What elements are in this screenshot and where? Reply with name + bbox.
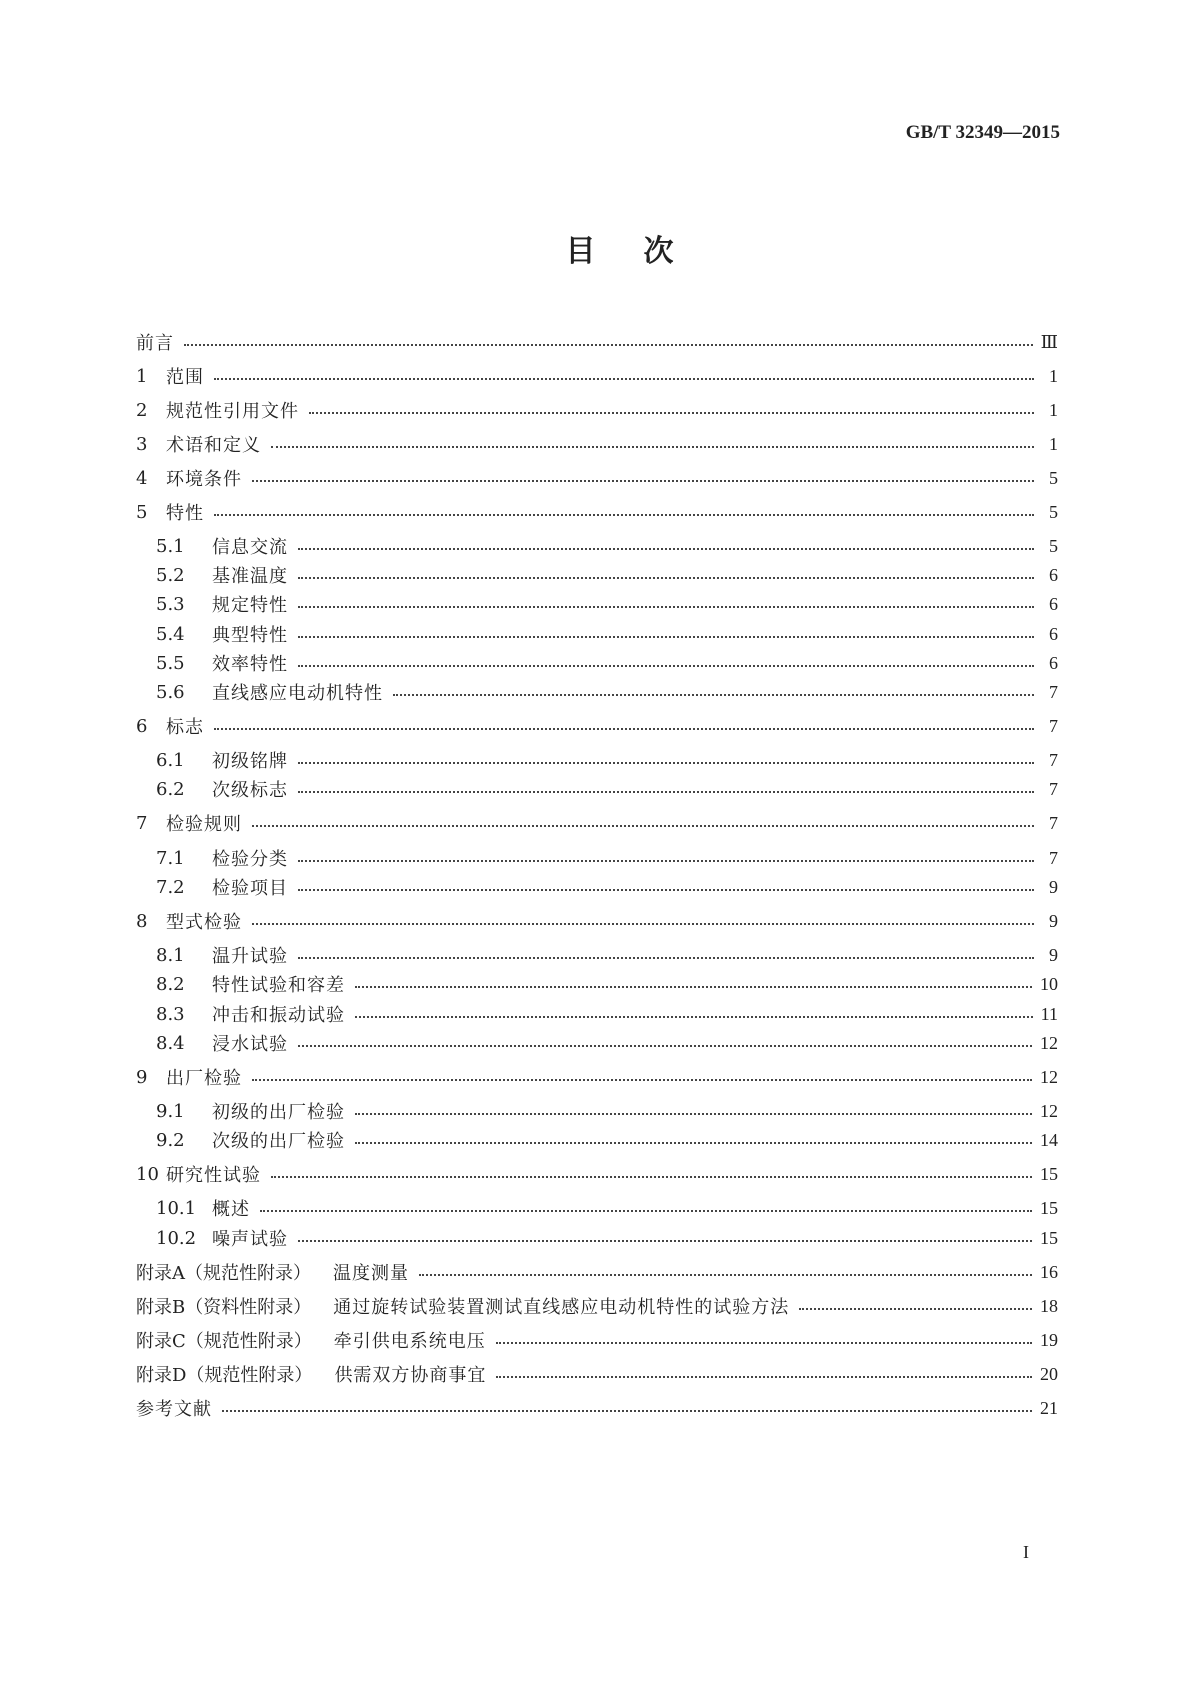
toc-entry-page: 7	[1049, 812, 1058, 833]
toc-leader-dots	[355, 1113, 1032, 1115]
toc-entry-page: 5	[1049, 535, 1058, 556]
toc-entry[interactable]	[156, 1193, 1058, 1223]
toc-entry-label: 温升试验	[212, 946, 288, 967]
toc-leader-dots	[252, 480, 1034, 482]
toc-entry-page: 12	[1040, 1100, 1058, 1121]
toc-entry-number: 8.4	[156, 1032, 185, 1054]
toc-entry[interactable]	[136, 361, 1058, 391]
toc-entry-page: 15	[1040, 1227, 1058, 1248]
toc-entry-page: 19	[1040, 1329, 1058, 1350]
toc-entry-label: 浸水试验	[212, 1034, 288, 1055]
toc-entry-label: 初级铭牌	[212, 751, 288, 772]
toc-leader-dots	[298, 606, 1034, 608]
toc-entry-number: 9	[136, 1066, 148, 1088]
toc-entry-page: 7	[1049, 847, 1058, 868]
toc-leader-dots	[298, 1240, 1032, 1242]
toc-entry-label: 典型特性	[212, 625, 288, 646]
toc-leader-dots	[298, 791, 1034, 793]
toc-entry[interactable]	[156, 745, 1058, 775]
toc-leader-dots	[496, 1376, 1032, 1378]
toc-entry[interactable]	[156, 560, 1058, 590]
page-title: 目次	[565, 234, 722, 269]
toc-entry-page: 1	[1049, 433, 1058, 454]
toc-leader-dots	[252, 923, 1034, 925]
toc-entry[interactable]	[156, 872, 1058, 902]
toc-entry[interactable]	[136, 1062, 1058, 1092]
toc-entry-number: 8.3	[156, 1003, 185, 1025]
toc-entry[interactable]	[136, 1359, 1058, 1389]
toc-entry-label: 牵引供电系统电压	[333, 1331, 486, 1352]
toc-entry-number: 5	[136, 501, 148, 523]
toc-entry-page: 7	[1049, 715, 1058, 736]
toc-leader-dots	[496, 1342, 1032, 1344]
toc-leader-dots	[393, 694, 1034, 696]
toc-entry[interactable]	[156, 843, 1058, 873]
toc-entry[interactable]	[156, 969, 1058, 999]
toc-entry-page: 5	[1049, 501, 1058, 522]
toc-entry[interactable]	[136, 1325, 1058, 1355]
toc-entry-label: 效率特性	[212, 654, 288, 675]
toc-leader-dots	[214, 728, 1034, 730]
toc-entry[interactable]	[156, 619, 1058, 649]
toc-entry[interactable]	[136, 711, 1058, 741]
toc-leader-dots	[799, 1308, 1032, 1310]
standard-code: GB/T 32349—2015	[905, 122, 1060, 143]
toc-entry-label: 次级标志	[212, 780, 288, 801]
toc-entry-page: 12	[1040, 1032, 1058, 1053]
toc-entry-page: 7	[1049, 778, 1058, 799]
toc-entry-number: 7.2	[156, 876, 185, 898]
toc-entry-label: 参考文献	[136, 1399, 212, 1420]
toc-entry-label: 范围	[166, 367, 204, 388]
toc-entry-number: 附录B（资料性附录）	[136, 1297, 312, 1318]
toc-entry-number: 3	[136, 433, 148, 455]
toc-entry-number: 7	[136, 812, 148, 834]
toc-entry[interactable]	[156, 1223, 1058, 1253]
toc-entry-number: 8	[136, 910, 148, 932]
toc-entry-page: 15	[1040, 1163, 1058, 1184]
toc-entry[interactable]	[156, 774, 1058, 804]
toc-entry[interactable]	[136, 808, 1058, 838]
toc-entry[interactable]	[156, 589, 1058, 619]
toc-entry-label: 初级的出厂检验	[212, 1102, 345, 1123]
toc-entry-number: 1	[136, 365, 148, 387]
toc-entry-number: 5.5	[156, 652, 185, 674]
toc-entry[interactable]	[136, 1393, 1058, 1423]
toc-entry-label: 供需双方协商事宜	[334, 1365, 487, 1386]
toc-leader-dots	[419, 1274, 1032, 1276]
toc-entry[interactable]	[156, 648, 1058, 678]
toc-leader-dots	[355, 1016, 1033, 1018]
toc-entry-number: 附录D（规范性附录）	[136, 1365, 313, 1386]
toc-entry-page: 9	[1049, 876, 1058, 897]
toc-entry-label: 基准温度	[212, 566, 288, 587]
toc-entry-page: 5	[1049, 467, 1058, 488]
toc-entry[interactable]	[136, 1257, 1058, 1287]
toc-entry-page: Ⅲ	[1040, 331, 1058, 352]
toc-entry-number: 6	[136, 715, 148, 737]
toc-entry-page: 11	[1040, 1003, 1058, 1024]
toc-entry-number: 5.6	[156, 681, 185, 703]
toc-entry-page: 6	[1049, 593, 1058, 614]
toc-entry-page: 18	[1040, 1295, 1058, 1316]
toc-entry-number: 4	[136, 467, 148, 489]
toc-entry-number: 10.1	[156, 1197, 197, 1219]
toc-entry[interactable]	[136, 906, 1058, 936]
toc-entry-label: 信息交流	[212, 537, 288, 558]
toc-entry-label: 特性	[166, 503, 204, 524]
toc-entry-number: 10	[136, 1163, 159, 1185]
toc-entry-number: 9.2	[156, 1129, 185, 1151]
toc-entry[interactable]	[136, 395, 1058, 425]
toc-entry-page: 20	[1040, 1363, 1058, 1384]
toc-entry[interactable]	[136, 497, 1058, 527]
toc-entry-label: 前言	[136, 333, 174, 354]
toc-leader-dots	[298, 762, 1034, 764]
toc-leader-dots	[298, 636, 1034, 638]
toc-entry-label: 温度测量	[333, 1263, 409, 1284]
toc-entry-label: 噪声试验	[212, 1229, 288, 1250]
toc-leader-dots	[298, 1045, 1032, 1047]
toc-entry-label: 研究性试验	[166, 1165, 261, 1186]
toc-leader-dots	[222, 1410, 1032, 1412]
toc-entry-label: 检验分类	[212, 849, 288, 870]
toc-entry-page: 9	[1049, 910, 1058, 931]
toc-entry-page: 10	[1040, 973, 1058, 994]
toc-leader-dots	[355, 1142, 1032, 1144]
toc-entry[interactable]	[156, 677, 1058, 707]
toc-entry-label: 概述	[212, 1199, 250, 1220]
toc-entry[interactable]	[136, 1291, 1058, 1321]
toc-entry-number: 6.1	[156, 749, 185, 771]
toc-entry-label: 次级的出厂检验	[212, 1131, 345, 1152]
toc-entry[interactable]	[156, 1125, 1058, 1155]
toc-leader-dots	[298, 860, 1034, 862]
toc-leader-dots	[298, 889, 1034, 891]
toc-entry-number: 5.3	[156, 593, 185, 615]
toc-entry-label: 检验规则	[166, 814, 242, 835]
toc-leader-dots	[252, 825, 1034, 827]
toc-leader-dots	[298, 548, 1034, 550]
toc-entry-number: 8.1	[156, 944, 185, 966]
toc-entry[interactable]	[136, 327, 1058, 357]
toc-entry-number: 5.4	[156, 623, 185, 645]
toc-leader-dots	[309, 412, 1034, 414]
toc-leader-dots	[271, 446, 1034, 448]
toc-entry-label: 检验项目	[212, 878, 288, 899]
toc-entry-label: 规范性引用文件	[166, 401, 299, 422]
toc-entry-number: 附录C（规范性附录）	[136, 1331, 312, 1352]
toc-entry-label: 规定特性	[212, 595, 288, 616]
toc-leader-dots	[252, 1079, 1032, 1081]
toc-entry-label: 特性试验和容差	[212, 975, 345, 996]
toc-entry-page: 1	[1049, 365, 1058, 386]
toc-entry-page: 7	[1049, 749, 1058, 770]
toc-leader-dots	[260, 1210, 1032, 1212]
toc-entry-label: 型式检验	[166, 912, 242, 933]
toc-entry-label: 冲击和振动试验	[212, 1005, 345, 1026]
toc-entry[interactable]	[136, 1159, 1058, 1189]
toc-entry-label: 出厂检验	[166, 1068, 242, 1089]
toc-entry-page: 1	[1049, 399, 1058, 420]
toc-leader-dots	[298, 665, 1034, 667]
toc-entry-number: 9.1	[156, 1100, 185, 1122]
toc-entry[interactable]	[136, 429, 1058, 459]
page-number: I	[1023, 1542, 1029, 1562]
toc-leader-dots	[214, 378, 1034, 380]
toc-entry-label: 标志	[166, 717, 204, 738]
toc-leader-dots	[214, 514, 1034, 516]
toc-leader-dots	[271, 1176, 1032, 1178]
toc-entry-page: 14	[1040, 1129, 1058, 1150]
toc-entry-page: 21	[1040, 1397, 1058, 1418]
toc-entry-page: 7	[1049, 681, 1058, 702]
toc-entry-number: 5.1	[156, 535, 185, 557]
toc-entry-number: 7.1	[156, 847, 185, 869]
toc-entry[interactable]	[156, 1028, 1058, 1058]
toc-entry-page: 12	[1040, 1066, 1058, 1087]
toc-entry[interactable]	[156, 940, 1058, 970]
toc-entry-page: 6	[1049, 623, 1058, 644]
toc-entry-label: 通过旋转试验装置测试直线感应电动机特性的试验方法	[333, 1297, 790, 1318]
toc-entry[interactable]	[156, 531, 1058, 561]
toc-entry-number: 5.2	[156, 564, 185, 586]
toc-entry-page: 9	[1049, 944, 1058, 965]
toc-entry-label: 术语和定义	[166, 435, 261, 456]
toc-entry-page: 6	[1049, 652, 1058, 673]
toc-entry[interactable]	[136, 463, 1058, 493]
toc-entry-page: 16	[1040, 1261, 1058, 1282]
toc-entry-page: 6	[1049, 564, 1058, 585]
toc-entry-page: 15	[1040, 1197, 1058, 1218]
toc-entry-number: 10.2	[156, 1227, 197, 1249]
toc-entry-number: 附录A（规范性附录）	[136, 1263, 311, 1284]
toc-entry-number: 2	[136, 399, 148, 421]
toc-entry-number: 8.2	[156, 973, 185, 995]
toc-entry-number: 6.2	[156, 778, 185, 800]
toc-entry-label: 环境条件	[166, 469, 242, 490]
toc-leader-dots	[355, 986, 1032, 988]
toc-entry-label: 直线感应电动机特性	[212, 683, 383, 704]
toc-entry[interactable]	[156, 1096, 1058, 1126]
toc-leader-dots	[298, 957, 1034, 959]
toc-leader-dots	[184, 344, 1033, 346]
toc-entry[interactable]	[156, 999, 1058, 1029]
toc-leader-dots	[298, 577, 1034, 579]
